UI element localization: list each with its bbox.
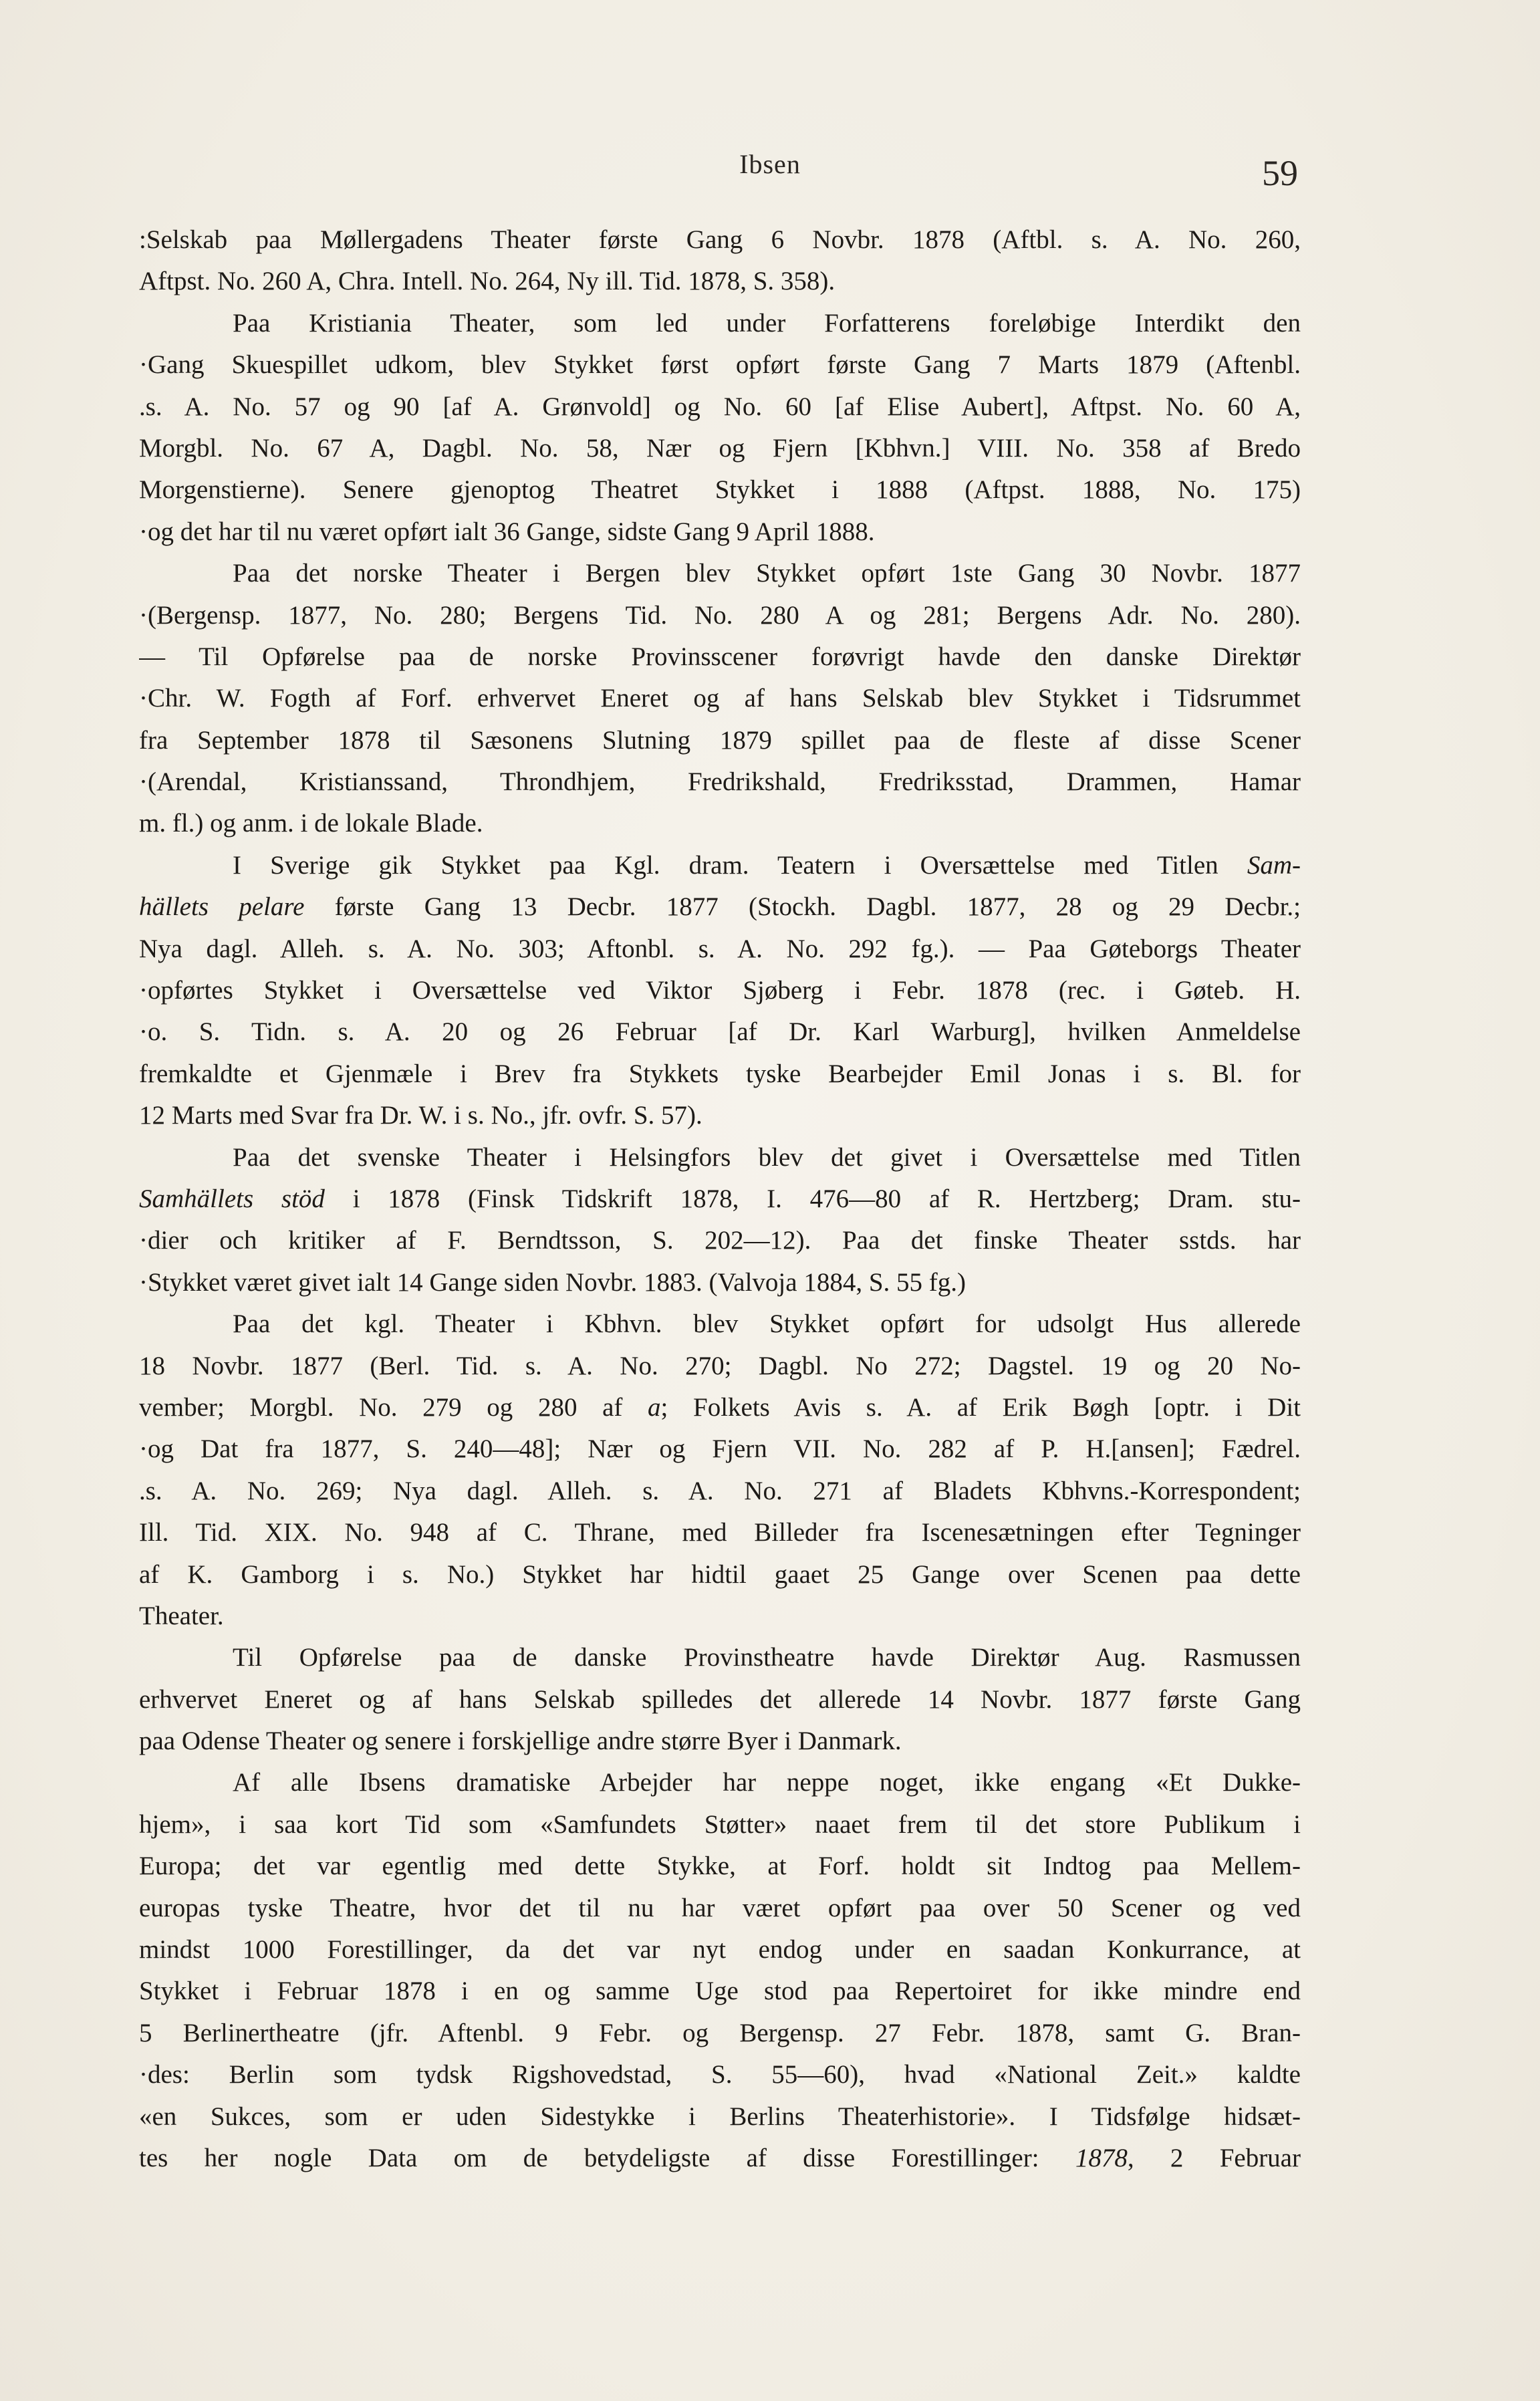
line-text: ·dier och kritiker af F. Berndtsson, S. 202—12). Paa det finske Theater sstds. har xyxy=(139,1226,1301,1255)
text-line xyxy=(139,595,1301,636)
text-line xyxy=(139,886,1301,928)
line-text: Aftpst. No. 260 A, Chra. Intell. No. 264, Ny ill. Tid. 1878, S. 358). xyxy=(139,267,836,296)
line-text: ; Folkets Avis s. A. af Erik Bøgh [optr. i Dit xyxy=(660,1392,1301,1422)
line-text: .s. A. No. 57 og 90 [af A. Grønvold] og No. 60 [af Elise Aubert], Aftpst. No. 60 A, xyxy=(139,392,1301,421)
line-text: Stykket i Februar 1878 i en og samme Uge stod paa Repertoiret for ikke mindre end xyxy=(139,1977,1301,2006)
text-line xyxy=(139,1679,1301,1721)
line-text: ·og Dat fra 1877, S. 240—48]; Nær og Fjern VII. No. 282 af P. H.[ansen]; Fædrel. xyxy=(139,1434,1301,1464)
line-text: europas tyske Theatre, hvor det til nu har været opført paa over 50 Scener og ved xyxy=(139,1893,1301,1922)
text-line xyxy=(139,1596,1301,1637)
line-text: ·og det har til nu været opført ialt 36 Gange, sidste Gang 9 April 1888. xyxy=(139,517,875,546)
text-line xyxy=(139,1262,1301,1303)
text-line xyxy=(139,511,1301,553)
line-text: .s. A. No. 269; Nya dagl. Alleh. s. A. No. 271 af Bladets Kbhvns.-Korrespondent; xyxy=(139,1476,1301,1505)
line-text: tes her nogle Data om de betydeligste af disse Forestillinger: xyxy=(139,2143,1075,2172)
text-line xyxy=(139,553,1301,594)
text-line xyxy=(139,1471,1301,1512)
text-line xyxy=(139,928,1301,970)
text-line xyxy=(139,1011,1301,1053)
text-line xyxy=(139,803,1301,844)
text-line xyxy=(139,761,1301,803)
text-line xyxy=(139,970,1301,1011)
line-text: Theater. xyxy=(139,1601,224,1630)
line-text: «en Sukces, som er uden Sidestykke i Berlins Theaterhistorie». I Tidsfølge hidsæt- xyxy=(139,2102,1301,2131)
line-text: Paa det kgl. Theater i Kbhvn. blev Stykket opført for udsolgt Hus allerede xyxy=(233,1309,1301,1339)
text-line xyxy=(139,1762,1301,1803)
line-text: af K. Gamborg i s. No.) Stykket har hidtil gaaet 25 Gange over Scenen paa dette xyxy=(139,1559,1301,1589)
text-line xyxy=(139,1971,1301,2012)
line-text: ·des: Berlin som tydsk Rigshovedstad, S. 55—60), hvad «National Zeit.» kaldte xyxy=(139,2060,1301,2090)
text-line xyxy=(139,1053,1301,1095)
text-line xyxy=(139,261,1301,302)
text-line xyxy=(139,2054,1301,2096)
text-line xyxy=(139,344,1301,386)
text-line xyxy=(139,1888,1301,1929)
text-line xyxy=(139,219,1301,261)
body-text xyxy=(139,219,1301,2179)
line-text: Morgbl. No. 67 A, Dagbl. No. 58, Nær og Fjern [Kbhvn.] VIII. No. 358 af Bredo xyxy=(139,433,1301,463)
line-text: fra September 1878 til Sæsonens Slutning 1879 spillet paa de fleste af disse Scener xyxy=(139,725,1301,755)
text-line xyxy=(139,469,1301,511)
italic-title: Samhällets stöd xyxy=(139,1184,325,1213)
line-text: Europa; det var egentlig med dette Stykke, at Forf. holdt sit Indtog paa Mellem- xyxy=(139,1852,1301,1881)
line-text: fremkaldte et Gjenmæle i Brev fra Stykkets tyske Bearbejder Emil Jonas i s. Bl. for xyxy=(139,1059,1301,1088)
text-line xyxy=(139,1387,1301,1428)
line-text: I Sverige gik Stykket paa Kgl. dram. Teatern i Oversættelse med Titlen xyxy=(233,850,1247,880)
line-text: mindst 1000 Forestillinger, da det var nyt endog under en saadan Konkurrance, at xyxy=(139,1935,1301,1965)
line-text: Til Opførelse paa de danske Provinstheatre havde Direktør Aug. Rasmussen xyxy=(233,1643,1301,1672)
text-line xyxy=(139,678,1301,719)
text-line xyxy=(139,1804,1301,1846)
text-line xyxy=(139,2096,1301,2138)
text-line xyxy=(139,1721,1301,1762)
text-line xyxy=(139,1137,1301,1178)
line-text: erhvervet Eneret og af hans Selskab spilledes det allerede 14 Novbr. 1877 første Gang xyxy=(139,1684,1301,1714)
text-line xyxy=(139,636,1301,678)
line-text: — Til Opførelse paa de norske Provinsscener forøvrigt havde den danske Direktør xyxy=(139,642,1301,671)
text-line xyxy=(139,2013,1301,2054)
line-text: ·o. S. Tidn. s. A. 20 og 26 Februar [af Dr. Karl Warburg], hvilken Anmeldelse xyxy=(139,1017,1301,1047)
text-line xyxy=(139,1929,1301,1971)
text-line xyxy=(139,720,1301,761)
line-text: 18 Novbr. 1877 (Berl. Tid. s. A. No. 270; Dagbl. No 272; Dagstel. 19 og 20 No- xyxy=(139,1351,1301,1380)
line-text: 12 Marts med Svar fra Dr. W. i s. No., jfr. ovfr. S. 57). xyxy=(139,1101,702,1130)
text-line xyxy=(139,1846,1301,1887)
line-text: ·Stykket været givet ialt 14 Gange siden Novbr. 1883. (Valvoja 1884, S. 55 fg.) xyxy=(139,1267,966,1297)
italic-title: hällets pelare xyxy=(139,892,305,922)
text-line xyxy=(139,303,1301,344)
text-line xyxy=(139,1554,1301,1596)
italic-title: a xyxy=(648,1392,661,1422)
line-text: ·opførtes Stykket i Oversættelse ved Viktor Sjøberg i Febr. 1878 (rec. i Gøteb. H. xyxy=(139,976,1301,1005)
line-text: Nya dagl. Alleh. s. A. No. 303; Aftonbl. s. A. No. 292 fg.). — Paa Gøteborgs Theater xyxy=(139,934,1301,963)
text-line xyxy=(139,2138,1301,2179)
text-line xyxy=(139,1178,1301,1220)
line-text: :Selskab paa Møllergadens Theater første Gang 6 Novbr. 1878 (Aftbl. s. A. No. 260, xyxy=(139,225,1301,254)
running-title: Ibsen xyxy=(739,149,801,179)
line-text: Morgenstierne). Senere gjenoptog Theatret Stykket i 1888 (Aftpst. 1888, No. 175) xyxy=(139,475,1301,505)
italic-title: Sam- xyxy=(1247,850,1301,880)
line-text: hjem», i saa kort Tid som «Samfundets Støtter» naaet frem til det store Publikum i xyxy=(139,1809,1301,1839)
line-text: Paa det norske Theater i Bergen blev Stykket opført 1ste Gang 30 Novbr. 1877 xyxy=(233,559,1301,588)
line-text: Paa det svenske Theater i Helsingfors blev det givet i Oversættelse med Titlen xyxy=(233,1142,1301,1172)
text-line xyxy=(139,428,1301,469)
page-number: 59 xyxy=(1262,153,1298,193)
text-line xyxy=(139,1303,1301,1345)
line-text: Af alle Ibsens dramatiske Arbejder har neppe noget, ikke engang «Et Dukke- xyxy=(233,1768,1301,1797)
line-text: ·(Bergensp. 1877, No. 280; Bergens Tid. No. 280 A og 281; Bergens Adr. No. 280). xyxy=(139,600,1301,630)
line-text: ·Gang Skuespillet udkom, blev Stykket først opført første Gang 7 Marts 1879 (Aftenbl. xyxy=(139,350,1301,380)
line-text: i 1878 (Finsk Tidskrift 1878, I. 476—80 af R. Hertzberg; Dram. stu- xyxy=(324,1184,1301,1213)
line-text: ·Chr. W. Fogth af Forf. erhvervet Eneret og af hans Selskab blev Stykket i Tidsrummet xyxy=(139,684,1301,713)
text-line xyxy=(139,845,1301,886)
line-text: ·(Arendal, Kristianssand, Throndhjem, Fredrikshald, Fredriksstad, Drammen, Hamar xyxy=(139,767,1301,797)
line-text: Paa Kristiania Theater, som led under Forfatterens foreløbige Interdikt den xyxy=(233,308,1301,338)
line-text: paa Odense Theater og senere i forskjellige andre større Byer i Danmark. xyxy=(139,1727,902,1756)
text-line xyxy=(139,1095,1301,1136)
line-text: m. fl.) og anm. i de lokale Blade. xyxy=(139,809,483,838)
text-line xyxy=(139,1428,1301,1470)
line-text: 5 Berlinertheatre (jfr. Aftenbl. 9 Febr. og Bergensp. 27 Febr. 1878, samt G. Bran- xyxy=(139,2018,1301,2047)
text-line xyxy=(139,1346,1301,1387)
text-line xyxy=(139,1220,1301,1261)
text-line xyxy=(139,1637,1301,1678)
line-text: , 2 Februar xyxy=(1127,2143,1301,2172)
line-text: første Gang 13 Decbr. 1877 (Stockh. Dagbl. 1877, 28 og 29 Decbr.; xyxy=(304,892,1301,922)
text-line xyxy=(139,386,1301,428)
line-text: Ill. Tid. XIX. No. 948 af C. Thrane, med Billeder fra Iscenesætningen efter Tegninger xyxy=(139,1518,1301,1547)
text-line xyxy=(139,1512,1301,1553)
italic-title: 1878 xyxy=(1075,2143,1128,2172)
line-text: vember; Morgbl. No. 279 og 280 af xyxy=(139,1392,648,1422)
